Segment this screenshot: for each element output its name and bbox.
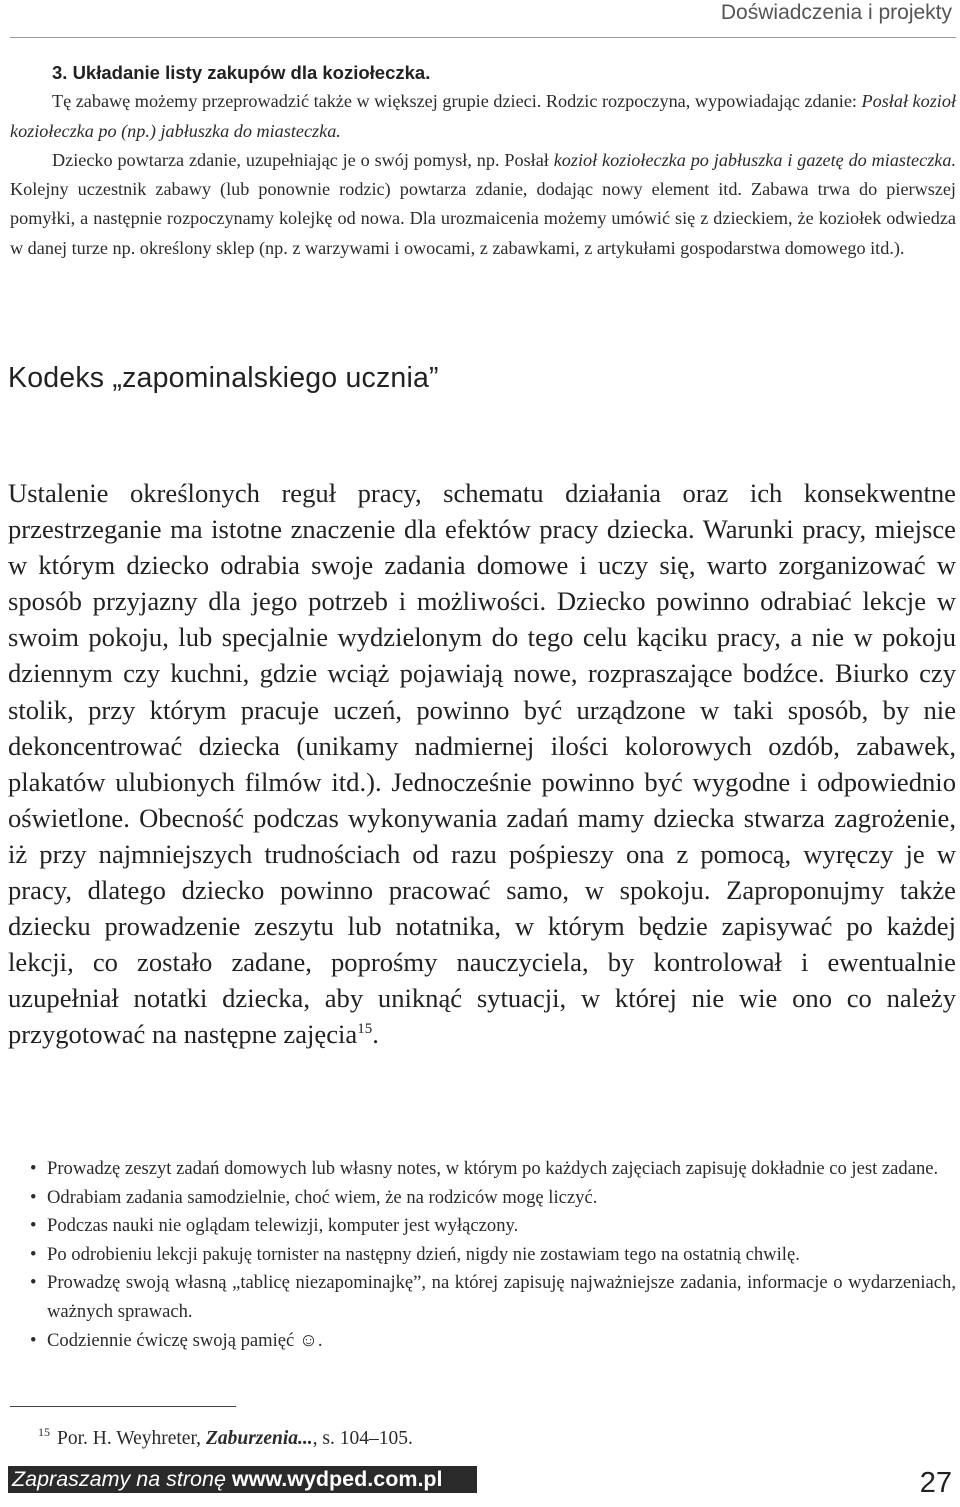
publisher-banner (8, 1466, 477, 1493)
activity-p2-example: kozioł koziołeczka po jabłuszka i gazetę do miasteczka. (553, 149, 956, 170)
list-item: • Odrabiam zadania samodzielnie, choć wiem, że na rodziców mogę liczyć. (30, 1184, 956, 1213)
activity-p1-example: Posłał kozioł koziołeczka po (np.) jabłuszka do miasteczka. (10, 91, 956, 141)
rules-list (30, 1155, 956, 1355)
list-item: • Prowadzę zeszyt zadań domowych lub własny notes, w którym po każdych zajęciach zapisuję dokładnie co jest zadane. (30, 1155, 956, 1184)
section-paragraph-end: . (372, 1019, 379, 1050)
list-item: • Prowadzę swoją własną „tablicę niezapominajkę”, na której zapisuję najważniejsze zadania, informacje o wydarzeniach, ważnych sprawach. (30, 1269, 956, 1326)
activity-block (10, 58, 956, 263)
list-item: • Podczas nauki nie oglądam telewizji, komputer jest wyłączony. (30, 1212, 956, 1241)
footnote-text-before: Por. H. Weyhreter, (57, 1428, 206, 1449)
footnote-book-title: Zaburzenia... (205, 1428, 313, 1449)
activity-paragraph-1 (10, 87, 956, 146)
page-number: 27 (919, 1467, 952, 1499)
section-paragraph (8, 475, 956, 1053)
running-header: Doświadczenia i projekty (720, 1, 952, 24)
section-title: Kodeks „zapominalskiego ucznia” (8, 362, 439, 394)
activity-paragraph-2 (10, 146, 956, 263)
footnote-text-after: , s. 104–105. (312, 1428, 413, 1449)
publisher-url-link[interactable]: www.wydped.com.pl (231, 1467, 443, 1491)
section-paragraph-text: Ustalenie określonych reguł pracy, schematu działania oraz ich konsekwentne przestrzeganie ma istotne znaczenie dla efektów pracy dziecka. Warunki pracy, miejsce w którym dziecko odrabia swoje zadania domowe i uczy się, warto zorganizować w sposób przyjazny dla jego potrzeb i możliwości. Dziecko powinno odrabiać lekcje w swoim pokoju, lub specjalnie wydzielonym do tego celu kąciku pracy, a nie w pokoju dziennym czy kuchni, gdzie wciąż pojawiają nowe, rozpraszające bodźce. Biurko czy stolik, przy którym pracuje uczeń, powinno być urządzone w taki sposób, by nie dekoncentrować dziecka (unikamy nadmiernej ilości kolorowych ozdób, zabawek, plakatów ulubionych filmów itd.). Jednocześnie powinno być wygodne i odpowiednio oświetlone. Obecność podczas wykonywania zadań mamy dziecka stwarza zagrożenie, iż przy najmniejszych trudnościach od razu pośpieszy ona z pomocą, wyręczy je w pracy, dlatego dziecko powinno pracować samo, w spokoju. Zaproponujmy także dziecku prowadzenie zeszytu lub notatnika, w którym będzie zapisywać po każdej lekcji, co zostało zadane, poprośmy nauczyciela, by kontrolował i ewentualnie uzupełniał notatki dziecka, aby uniknąć sytuacji, w której nie wie ono co należy przygotować na następne zajęcia (8, 478, 956, 1050)
activity-p2-rest: Kolejny uczestnik zabawy (lub ponownie rodzic) powtarza zdanie, dodając nowy element itd. Zabawa trwa do pierwszej pomyłki, a następnie rozpoczynamy kolejkę od nowa. Dla urozmaicenia możemy umówić się z dzieckiem, że koziołek odwiedza w danej turze np. określony sklep (np. z warzywami i owocami, z zabawkami, z artykułami gospodarstwa domowego itd.). (10, 179, 956, 258)
activity-p2-text: Dziecko powtarza zdanie, uzupełniając je o swój pomysł, np. Posłał (52, 149, 554, 170)
footnote-reference[interactable]: 15 (357, 1021, 373, 1038)
list-item: • Po odrobieniu lekcji pakuję tornister na następny dzień, nigdy nie zostawiam tego na ostatnią chwilę. (30, 1241, 956, 1270)
activity-p1-text: Tę zabawę możemy przeprowadzić także w większej grupie dzieci. Rodzic rozpoczyna, wypowiadając zdanie: (52, 91, 862, 112)
footnote-number: 15 (38, 1425, 50, 1439)
list-item: • Codziennie ćwiczę swoją pamięć ☺. (30, 1327, 956, 1356)
banner-text: Zapraszamy na stronę (12, 1467, 232, 1491)
header-divider (10, 37, 956, 38)
footnote-divider (10, 1406, 236, 1407)
footnote (38, 1418, 413, 1453)
activity-title: 3. Układanie listy zakupów dla koziołeczka. (52, 62, 431, 83)
